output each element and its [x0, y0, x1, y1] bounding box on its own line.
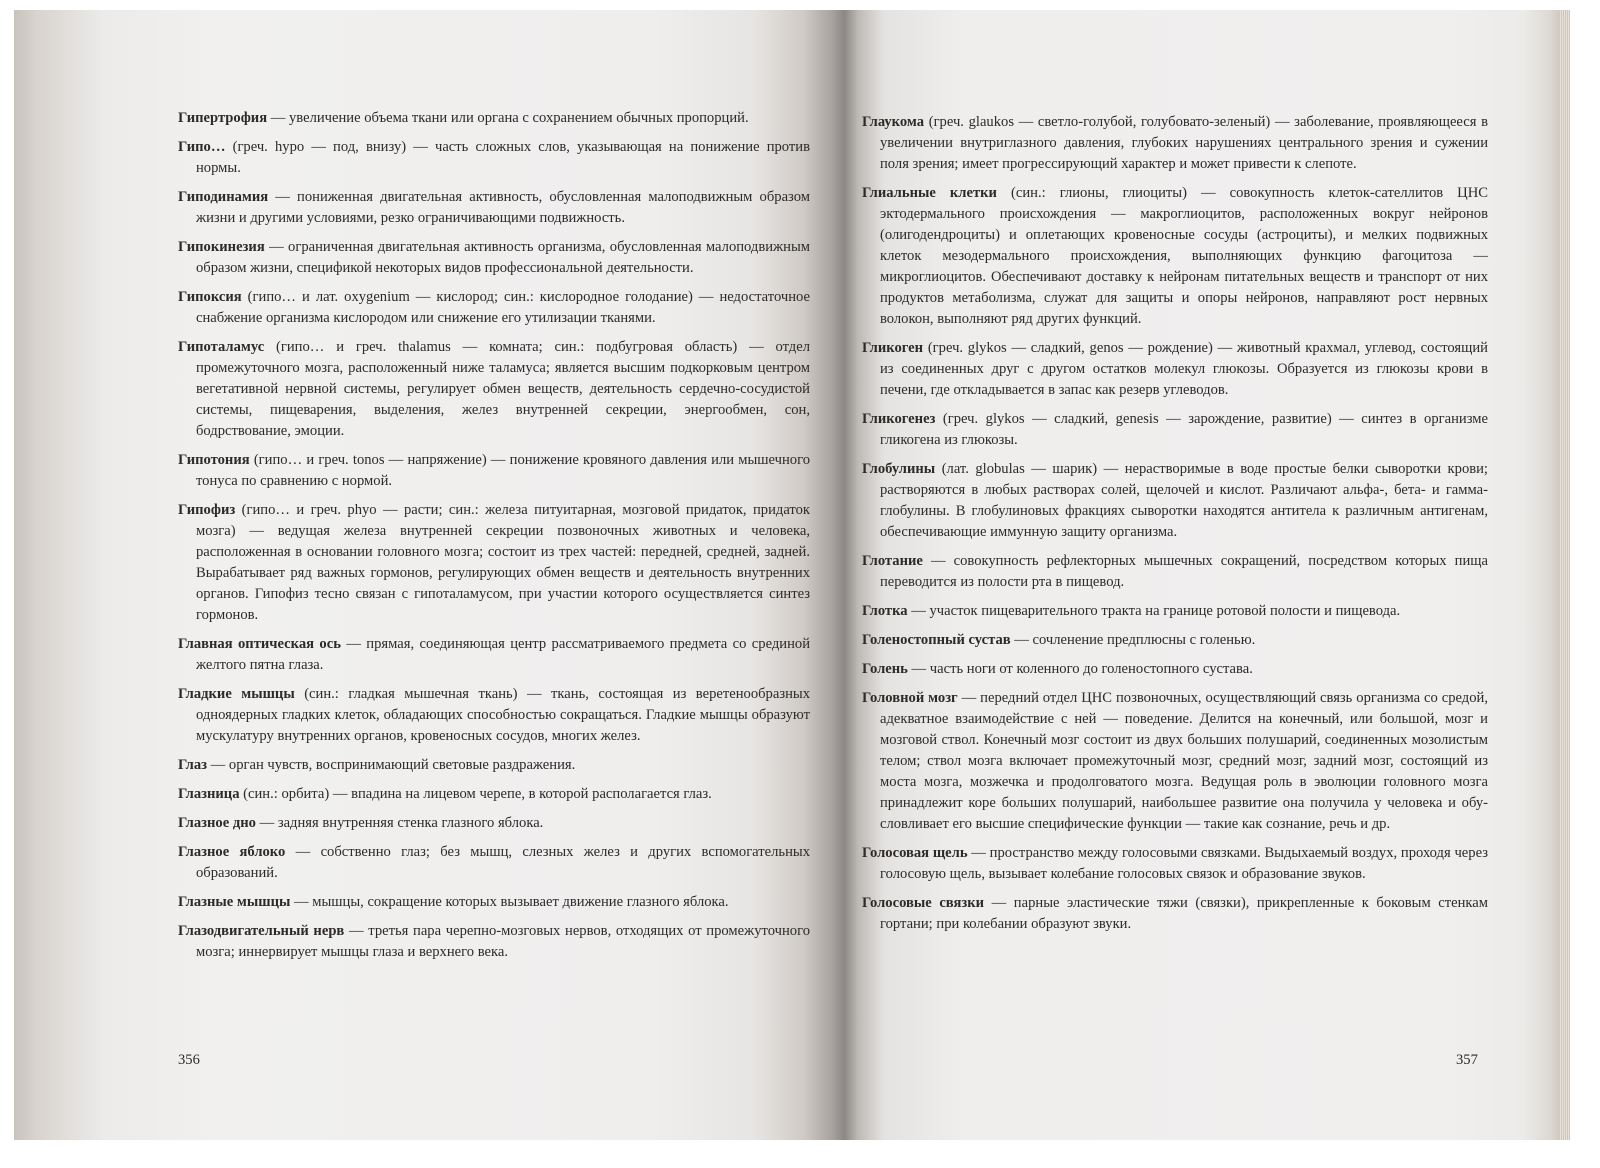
glossary-entry [862, 601, 1488, 622]
entry-definition: (гипо… и греч. tonos — напряжение) — понижение кровяного давления или мышечного тонуса по сравнению с нормой. [196, 452, 810, 489]
glossary-entry [178, 784, 810, 805]
page-edge [1560, 10, 1570, 1140]
glossary-entry [862, 843, 1488, 885]
entry-definition: — передний отдел ЦНС позвоночных, осуществляющий связь организма со средой, адекватное взаимодействие с ней — поведение. Делится на конечный, или большой, мозг и мозговой ствол. Конечный мозг состоит из двух больших полушарий, соединенных мозолистым телом; ствол мозга включает промежуточный мозг, средний мозг, задний мозг, состоящий из моста мозга, мозжечка и продолговатого мозга. Ведущая роль в эволюции головного мозга принадлежит коре больших полушарий, наибольшее развитие она получила у человека и обусловливает его высшие специфические функции — такие как сознание, речь и др. [880, 690, 1488, 832]
entry-definition: (греч. glaukos — светло-голубой, голубовато-зеленый) — заболевание, проявляющееся в увеличении внутриглазного давления, глубоких нарушениях центрального зрения и сужении поля зрения; имеет прогрессирующий характер и может привести к слепоте. [880, 114, 1488, 172]
glossary-entry [862, 893, 1488, 935]
entry-term: Гипофиз [178, 502, 236, 518]
entry-term: Глотка [862, 603, 908, 619]
entry-definition: — ограниченная двигательная активность организма, обусловленная малоподвижным образом жизни, спецификой некоторых видов профессиональной деятельности. [196, 239, 810, 276]
entry-term: Гипоталамус [178, 339, 265, 355]
left-page [14, 10, 844, 1140]
entry-definition: (греч. glykos — сладкий, genos — рождение) — животный крахмал, углевод, состоящий из соединенных друг с другом остатков молекул глюкозы. Образуется из глюкозы крови в печени, где откладывается в запас как резерв углеводов. [880, 340, 1488, 398]
entry-term: Глазодвигательный нерв [178, 923, 345, 939]
entry-definition: — прямая, соединяющая центр рассматриваемого предмета со срединой желтого пятна глаза. [196, 636, 810, 673]
entry-definition: — сочленение предплюсны с голенью. [1010, 632, 1256, 648]
right-page [844, 10, 1570, 1140]
glossary-entry [178, 187, 810, 229]
entry-term: Голосовые связки [862, 895, 985, 911]
glossary-entry [178, 842, 810, 884]
entry-definition: — третья пара черепно-мозговых нервов, отходящих от промежуточного мозга; иннервирует мышцы глаза и верхнего века. [196, 923, 810, 960]
entry-term: Глазные мышцы [178, 894, 291, 910]
glossary-entry [178, 237, 810, 279]
glossary-entry [862, 551, 1488, 593]
entry-definition: (син.: орбита) — впадина на лицевом черепе, в которой располагается глаз. [239, 786, 712, 802]
open-book [14, 10, 1570, 1140]
entry-definition: (греч. hypo — под, внизу) — часть сложных слов, указывающая на понижение против нормы. [196, 139, 810, 176]
entry-term: Гипотония [178, 452, 250, 468]
glossary-entry [862, 630, 1488, 651]
entry-term: Гипертрофия [178, 110, 268, 126]
page-number: 356 [178, 1052, 200, 1068]
glossary-entry [862, 183, 1488, 330]
entry-definition: (лат. globulas — шарик) — нерастворимые в воде простые белки сыворотки крови; растворяются в любых растворах солей, щелочей и кислот. Различают альфа-, бета- и гамма-глобулины. В глобулиновых фракциях сыворотки находятся антитела к различным антигенам, обеспечивающие иммунную защиту организма. [880, 461, 1488, 540]
entry-term: Гладкие мышцы [178, 686, 295, 702]
entry-definition: (гипо… и греч. phyo — расти; син.: железа питуитарная, мозговой придаток, придаток мозга) — ведущая железа внутренней секреции позвоночных животных и человека, расположенная в основании головного мозга; состоит из трех частей: передней, средней, задней. Вырабатывает ряд важных гормонов, регулирующих обмен веществ и деятельность внутренних органов. Гипофиз тесно связан с гипоталамусом, при участии которого осуществляется синтез гормонов. [196, 502, 810, 623]
glossary-entry [178, 921, 810, 963]
entry-term: Гипо… [178, 139, 226, 155]
entry-definition: (гипо… и лат. oxygenium — кислород; син.: кислородное голодание) — недостаточное снабжение организма кислородом или снижение его утилизации тканями. [196, 289, 810, 326]
entry-definition: (син.: глионы, глиоциты) — совокупность клеток-сателлитов ЦНС эктодермального происхождения — макроглиоцитов, расположенных вокруг нейронов (олигодендроциты) и оплетающих кровеносные сосуды (астроциты), и мелких подвижных клеток мезодермального происхождения, выполняющих функцию фагоцитоза — микроглиоцитов. Обеспечивают доставку к нейронам питательных веществ и транспорт от них продуктов метаболизма, служат для защиты и опоры нейронов, направляют рост нервных волокон, выполняют ряд других функций. [880, 185, 1488, 327]
entry-term: Глазное яблоко [178, 844, 286, 860]
entry-definition: (греч. glykos — сладкий, genesis — зарождение, развитие) — синтез в организме гликогена из глюкозы. [880, 411, 1488, 448]
glossary-entry [178, 892, 810, 913]
entry-term: Гликогенез [862, 411, 936, 427]
glossary-entry [178, 450, 810, 492]
entry-definition: — совокупность рефлекторных мышечных сокращений, посредством которых пища переводится из полости рта в пищевод. [880, 553, 1488, 590]
entry-definition: — участок пищеварительного тракта на границе ротовой полости и пищевода. [907, 603, 1401, 619]
glossary-entry [178, 108, 810, 129]
entry-term: Глаукома [862, 114, 925, 130]
entry-term: Голень [862, 661, 908, 677]
entry-term: Гипокинезия [178, 239, 265, 255]
page-number: 357 [1456, 1052, 1478, 1068]
entry-term: Голеностопный сустав [862, 632, 1011, 648]
entry-term: Гипоксия [178, 289, 242, 305]
entry-term: Голосовая щель [862, 845, 968, 861]
glossary-entry [862, 409, 1488, 451]
entry-definition: — часть ноги от коленного до голеностопного сустава. [907, 661, 1253, 677]
glossary-entry [862, 112, 1488, 175]
entry-term: Гликоген [862, 340, 924, 356]
entry-definition: — орган чувств, воспринимающий световые раздражения. [207, 757, 576, 773]
entry-definition: (гипо… и греч. thalamus — комната; син.: подбугровая область) — отдел промежуточного мозга, расположенный ниже таламуса; является высшим подкорковым центром вегетативной нервной системы, регулирует обмен веществ, деятельность сердечно-сосудистой системы, пищеварения, выделения, желез внутренней секреции, энергообмен, сон, бодрствование, эмоции. [196, 339, 810, 439]
entry-definition: — парные эластические тяжи (связки), прикрепленные к боковым стенкам гортани; при колебании образуют звуки. [880, 895, 1488, 932]
entry-term: Глобулины [862, 461, 936, 477]
entry-definition: — пространство между голосовыми связками. Выдыхаемый воздух, проходя через голосовую щель, вызывает колебание голосовых связок и образование звуков. [880, 845, 1488, 882]
entry-term: Головной мозг [862, 690, 958, 706]
glossary-entry [178, 500, 810, 626]
entry-term: Глазное дно [178, 815, 256, 831]
left-entries [178, 108, 810, 971]
glossary-entry [178, 337, 810, 442]
glossary-entry [178, 684, 810, 747]
entry-term: Глазница [178, 786, 240, 802]
glossary-entry [178, 634, 810, 676]
glossary-entry [862, 659, 1488, 680]
entry-term: Гиподинамия [178, 189, 269, 205]
glossary-entry [178, 813, 810, 834]
glossary-entry [862, 688, 1488, 835]
entry-definition: — собственно глаз; без мышц, слезных желез и других вспомогательных образований. [196, 844, 810, 881]
glossary-entry [862, 338, 1488, 401]
glossary-entry [178, 287, 810, 329]
entry-term: Главная оптическая ось [178, 636, 341, 652]
right-entries [862, 112, 1488, 943]
entry-term: Глотание [862, 553, 923, 569]
entry-definition: — увеличение объема ткани или органа с сохранением обычных пропорций. [267, 110, 749, 126]
entry-definition: (син.: гладкая мышечная ткань) — ткань, состоящая из веретенообразных одноядерных гладких клеток, обладающих способностью сокращаться. Гладкие мышцы образуют мускулатуру внутренних органов, кровеносных сосудов, многих желез. [196, 686, 810, 744]
entry-definition: — мышцы, сокращение которых вызывает движение глазного яблока. [290, 894, 729, 910]
entry-definition: — пониженная двигательная активность, обусловленная малоподвижным образом жизни и другими условиями, резко ограничивающими подвижность. [196, 189, 810, 226]
entry-definition: — задняя внутренняя стенка глазного яблока. [255, 815, 544, 831]
entry-term: Глиальные клетки [862, 185, 997, 201]
glossary-entry [862, 459, 1488, 543]
glossary-entry [178, 755, 810, 776]
glossary-entry [178, 137, 810, 179]
entry-term: Глаз [178, 757, 207, 773]
